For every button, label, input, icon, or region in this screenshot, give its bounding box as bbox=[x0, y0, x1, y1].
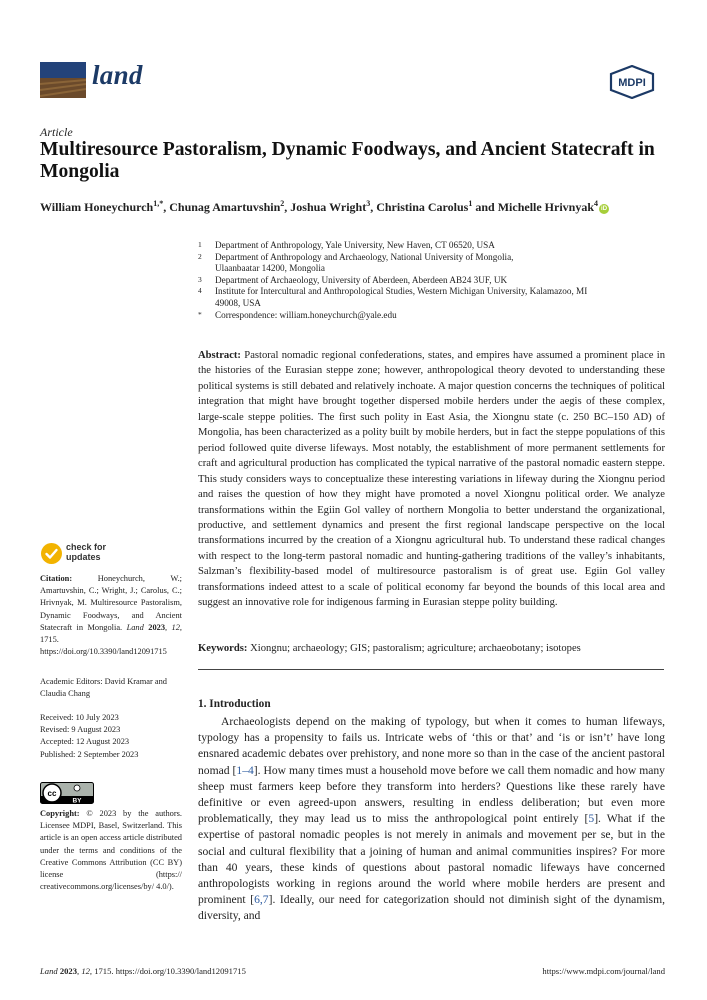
text-run: ]. What if the expertise of pastoral nomadic peoples is not merely in animals and movement per se, but in the social and cultural flexibility that a joining of human and animal communities inspires? For more than 40 years, these kinds of questions about pastoral nomadic lifeways have concerned anthropologists working in regions around the world where mobile herders are present and prominent [ bbox=[198, 812, 665, 907]
copyright-label: Copyright: bbox=[40, 809, 80, 818]
author-list bbox=[40, 199, 609, 215]
author-separator: , bbox=[370, 200, 377, 214]
abstract-label: Abstract: bbox=[198, 350, 241, 361]
author-affil-mark: 1,* bbox=[153, 199, 164, 208]
author-affil-mark: 3 bbox=[366, 199, 371, 208]
paper-title: Multiresource Pastoralism, Dynamic Foodways, and Ancient Statecraft in Mongolia bbox=[40, 139, 655, 182]
footer-citation: Land 2023, 12, 1715. https://doi.org/10.3390/land12091715 bbox=[40, 966, 246, 976]
author-separator: and bbox=[472, 200, 498, 214]
footer-volume: 12 bbox=[81, 966, 90, 976]
affiliation-mark: 2 bbox=[198, 251, 202, 261]
affiliation-text: Department of Anthropology and Archaeology, National University of Mongolia, Ulaanbaatar 14200, Mongolia bbox=[215, 251, 514, 274]
check-updates-line2: updates bbox=[66, 552, 101, 562]
section-divider bbox=[198, 669, 664, 670]
cc-by-license-icon[interactable] bbox=[40, 782, 94, 804]
author-affil-mark: 2 bbox=[280, 199, 285, 208]
correspondence-text[interactable]: Correspondence: william.honeychurch@yale.edu bbox=[215, 309, 397, 320]
affiliation-text: Department of Anthropology, Yale University, New Haven, CT 06520, USA bbox=[215, 240, 495, 250]
check-updates-label bbox=[66, 542, 106, 562]
affiliation-text: Institute for Intercultural and Anthropological Studies, Western Michigan University, Kalamazoo, MI 49008, USA bbox=[215, 286, 588, 308]
citation-volume: 12 bbox=[171, 622, 180, 632]
affiliation-mark: 4 bbox=[198, 286, 202, 296]
check-updates-icon bbox=[40, 542, 63, 565]
affiliation-text: Department of Archaeology, University of Aberdeen, Aberdeen AB24 3UF, UK bbox=[215, 274, 508, 285]
check-for-updates-button[interactable] bbox=[40, 540, 160, 568]
text-run: ]. Ideally, our need for categorization should not diminish sight of the dynamism, diversity, and bbox=[198, 893, 665, 923]
mdpi-logo-icon bbox=[609, 65, 655, 99]
by-label: BY bbox=[72, 797, 82, 804]
author-name: Michelle Hrivnyak bbox=[497, 200, 595, 214]
cc-label: cc bbox=[47, 789, 57, 798]
citation-link[interactable]: 6,7 bbox=[254, 893, 269, 907]
author-name: William Honeychurch bbox=[40, 200, 154, 214]
affiliations bbox=[198, 240, 658, 321]
published-date: Published: 2 September 2023 bbox=[40, 749, 139, 759]
footer-journal-url[interactable]: https://www.mdpi.com/journal/land bbox=[542, 966, 665, 976]
affiliation-mark: 3 bbox=[198, 274, 202, 284]
introduction-body bbox=[198, 714, 665, 925]
abstract bbox=[198, 348, 665, 611]
affiliation-item bbox=[198, 286, 595, 309]
paragraph bbox=[198, 714, 665, 925]
author-affil-mark: 1 bbox=[468, 199, 473, 208]
journal-logo-icon bbox=[40, 62, 86, 98]
affiliation-mark: 1 bbox=[198, 240, 202, 249]
accepted-date: Accepted: 12 August 2023 bbox=[40, 737, 130, 747]
affiliation-item bbox=[198, 275, 658, 287]
citation-link[interactable]: 5 bbox=[588, 812, 595, 826]
copyright-block bbox=[40, 808, 182, 893]
received-date: Received: 10 July 2023 bbox=[40, 713, 119, 722]
article-type: Article bbox=[40, 125, 73, 139]
orcid-icon[interactable]: iD bbox=[601, 206, 608, 212]
citation-block: Citation: Honeychurch, W.; Amartuvshin, C.; Wright, J.; Carolus, C.; Hrivnyak, M. Multiresource Pastoralism, Dynamic Foodways, and Ancient Statecraft in Mongolia. Land 2023, 12, 1715. https://doi.org/10.3390/land12091715 bbox=[40, 574, 182, 657]
revised-date: Revised: 9 August 2023 bbox=[40, 725, 121, 735]
check-updates-line1: check for bbox=[66, 542, 107, 552]
citation-journal: Land bbox=[126, 622, 144, 632]
footer-doi[interactable]: , 1715. https://doi.org/10.3390/land12091715 bbox=[89, 966, 246, 976]
author-name: Joshua Wright bbox=[290, 200, 367, 214]
author-name: Christina Carolus bbox=[376, 200, 469, 214]
footer-year: 2023 bbox=[59, 966, 78, 976]
citation-label: Citation: bbox=[40, 574, 73, 583]
academic-editors: Academic Editors: David Kramar and Claudia Chang bbox=[40, 677, 167, 699]
author-affil-mark: 4 bbox=[594, 199, 599, 208]
copyright-text: © 2023 by the authors. Licensee MDPI, Basel, Switzerland. This article is an open access article distributed under the terms and conditions of the Creative Commons Attribution (CC BY) license (https:// creativecommons.org/licenses/by/ 4.0/). bbox=[40, 809, 183, 892]
footer-journal: Land bbox=[40, 966, 58, 976]
citation-text: Honeychurch, W.; Amartuvshin, C.; Wright, J.; Carolus, C.; Hrivnyak, M. Multiresource Pastoralism, Dynamic Foodways, and Ancient Statecraft in Mongolia. bbox=[40, 574, 182, 632]
publisher-name: MDPI bbox=[618, 77, 646, 89]
publication-dates bbox=[40, 712, 182, 761]
citation-link[interactable]: 1–4 bbox=[236, 763, 254, 777]
citation-year: 2023 bbox=[148, 622, 165, 632]
author-separator: , bbox=[284, 200, 291, 214]
text-run: Archaeologists depend on the making of typology, but when it comes to human lifeways, typology has a propensity to fails us. Intricate webs of ‘this or that’ and ‘is or isn’t’ have long ensnared academic debates over prehistory, and none more so than in the case of the ancient pastoral nomad [ bbox=[198, 715, 665, 777]
abstract-text: Pastoral nomadic regional confederations, states, and empires have assumed a prominent place in the histories of the Eurasian steppe zone; however, anthropological theory devoted to understanding these political systems is still debated and relatively inchoate. A major question concerns the techniques of political integration that might have brought together dispersed mobile herders under the aegis of these complex, large-scale steppe polities. The first such polity in East Asia, the Xiongnu state (c. 250 BC–150 AD) of Mongolia, has been characterized as a polity built by mobile herders, but in fact the steppe populations of this period followed quite diverse lifeways. Most notably, the establishment of more permanent settlements for craft and agricultural production has complicated the typical narrative of the pastoral nomadic eastern steppe. This study considers ways to conceptualize these interesting variations in lifeway during the Xiongnu period and raises the question of how they might have promoted a novel Xiongnu political order. We analyze transformations within the Egiin Gol valley of northern Mongolia to better understand the organizational, productive, and settlement dynamics and present the first regional landscape perspective on the local transformations incurred by the creation of a Xiongnu agricultural hub. To understand these radical changes with respect to the long-term pastoral nomadic and hunting-gathering traditions of the valley’s inhabitants, Salzman’s flexibility-based model of multiresource pastoralism is of great use. Egiin Gol valley transformations indeed attest to a scale of political economy far beyond the bounds of this local area and suggest an innovative role for indigenous farming in Eurasian steppe polity building. bbox=[198, 350, 665, 609]
affiliation-mark: * bbox=[198, 309, 202, 319]
affiliation-item bbox=[198, 310, 658, 322]
keywords-text: Xiongnu; archaeology; GIS; pastoralism; agriculture; archaeobotany; isotopes bbox=[250, 643, 581, 654]
journal-name: land bbox=[92, 60, 143, 90]
section-heading: 1. Introduction bbox=[198, 698, 271, 710]
text-run: ]. How many times must a household move before we call them nomadic and how many sheep must farmers keep before they transform into herders? Questions like these rarely have definitive or even agreed-upon answers, resulting in endless deliberation; but even more problematically, they may lead us to miss the anthropological point entirely [ bbox=[198, 763, 665, 826]
keywords bbox=[198, 641, 665, 656]
author-separator: , bbox=[163, 200, 170, 214]
citation-doi[interactable]: , 1715. https://doi.org/10.3390/land12091715 bbox=[40, 622, 182, 657]
affiliation-item bbox=[198, 240, 658, 252]
keywords-label: Keywords: bbox=[198, 643, 248, 654]
author-name: Chunag Amartuvshin bbox=[169, 200, 281, 214]
affiliation-item bbox=[198, 252, 560, 275]
